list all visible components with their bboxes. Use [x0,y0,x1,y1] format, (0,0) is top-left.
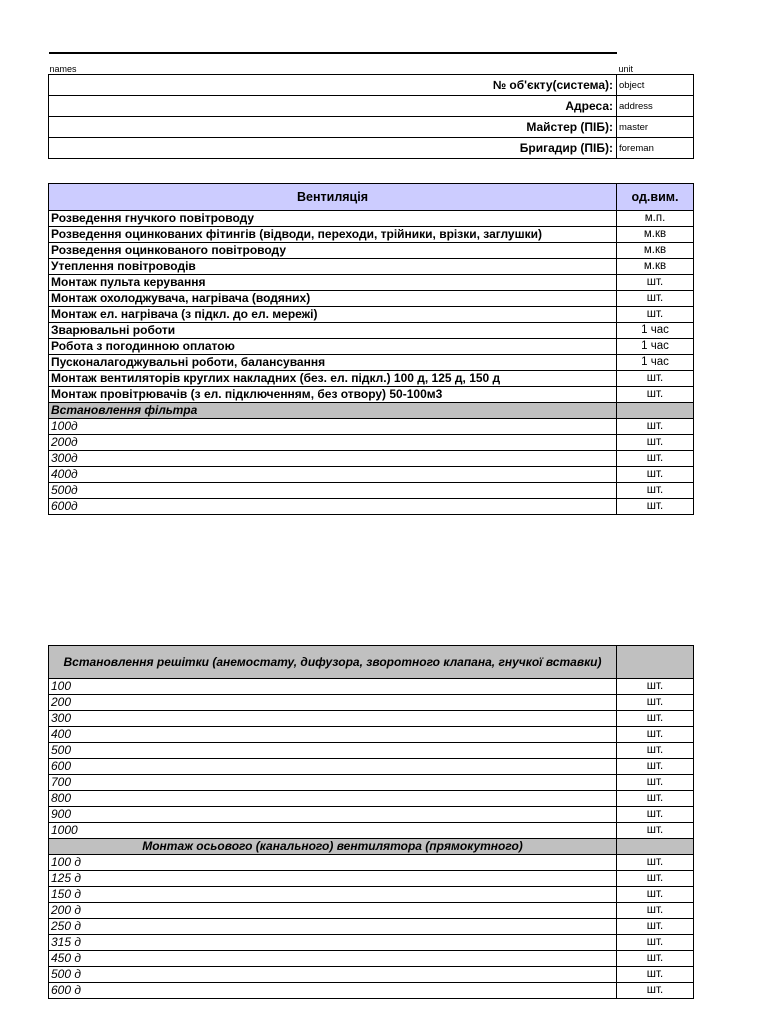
item-name: 100 д [49,855,617,871]
item-name: 200д [49,435,617,451]
item-name: 800 [49,791,617,807]
item-name: 600 д [49,983,617,999]
header-row-foreman [49,138,694,159]
table-row [49,919,694,935]
item-name: 200 [49,695,617,711]
table-row [49,467,694,483]
object-value[interactable]: object [617,75,694,96]
unit-column-header: од.вим. [617,184,694,211]
table-row [49,967,694,983]
item-unit: шт. [617,679,694,695]
table-row [49,759,694,775]
filter-section-row [49,403,694,419]
item-name: 400д [49,467,617,483]
item-unit: шт. [617,711,694,727]
item-name: Робота з погодинною оплатою [49,339,617,355]
table-row [49,323,694,339]
item-unit: шт. [617,855,694,871]
item-unit: шт. [617,467,694,483]
item-unit: 1 час [617,355,694,371]
item-name: 150 д [49,887,617,903]
table-row [49,387,694,403]
item-name: Монтаж провітрювачів (з ел. підключенням, без отвору) 50-100м3 [49,387,617,403]
item-unit: шт. [617,967,694,983]
item-name: Монтаж вентиляторів круглих накладних (без. ел. підкл.) 100 д, 125 д, 150 д [49,371,617,387]
table-row [49,935,694,951]
table-row [49,227,694,243]
table-row [49,307,694,323]
item-unit: 1 час [617,323,694,339]
master-value[interactable]: master [617,117,694,138]
table-row [49,855,694,871]
table-row [49,743,694,759]
object-label: № об'єкту(система): [49,75,617,96]
table-row [49,903,694,919]
header-row-master [49,117,694,138]
header-row-object [49,75,694,96]
item-name: Розведення оцинкованого повітроводу [49,243,617,259]
item-name: Монтаж осьового (канального) вентилятора (прямокутного) [49,839,617,855]
ventilation-title: Вентиляція [49,184,617,211]
table-row [49,259,694,275]
item-name: 500 [49,743,617,759]
item-unit: шт. [617,483,694,499]
table-row [49,371,694,387]
item-unit: шт. [617,759,694,775]
master-label: Майстер (ПІБ): [49,117,617,138]
table-row [49,211,694,227]
item-unit: шт. [617,951,694,967]
unit-label: unit [618,64,634,74]
item-name: Монтаж пульта керування [49,275,617,291]
item-name: 900 [49,807,617,823]
item-unit: шт. [617,791,694,807]
ventilation-header-row [49,184,694,211]
item-name: 400 [49,727,617,743]
item-name: 250 д [49,919,617,935]
table-row [49,451,694,467]
item-name: 600д [49,499,617,515]
item-name: Розведення оцинкованих фітингів (відводи, переходи, трійники, врізки, заглушки) [49,227,617,243]
item-unit: шт. [617,775,694,791]
table-row [49,435,694,451]
item-unit: шт. [617,435,694,451]
ventilation-table [48,183,694,515]
item-unit [617,403,694,419]
item-unit: шт. [617,983,694,999]
item-unit: шт. [617,903,694,919]
item-name: Розведення гнучкого повітроводу [49,211,617,227]
table-row [49,355,694,371]
item-unit: шт. [617,499,694,515]
table-row [49,871,694,887]
item-unit: шт. [617,419,694,435]
item-name: 500 д [49,967,617,983]
names-label: names [49,53,617,75]
table-row [49,807,694,823]
item-name: 315 д [49,935,617,951]
grate-table [48,645,694,999]
item-unit: шт. [617,291,694,307]
item-name: Зварювальні роботи [49,323,617,339]
item-unit: шт. [617,451,694,467]
fan-section-row [49,839,694,855]
table-row [49,483,694,499]
foreman-value[interactable]: foreman [617,138,694,159]
item-name: 100д [49,419,617,435]
item-unit [617,839,694,855]
item-name: Утеплення повітроводів [49,259,617,275]
item-unit: шт. [617,727,694,743]
header-row-address [49,96,694,117]
table-row [49,711,694,727]
table-row [49,823,694,839]
item-name: Встановлення фільтра [49,403,617,419]
item-name: 500д [49,483,617,499]
item-name: 700 [49,775,617,791]
header-names-row [49,53,694,75]
item-name: 200 д [49,903,617,919]
item-name: Пусконалагоджувальні роботи, балансування [49,355,617,371]
table-row [49,275,694,291]
table-row [49,339,694,355]
grate-section-unit [617,646,694,679]
table-row [49,775,694,791]
table-row [49,291,694,307]
item-unit: шт. [617,919,694,935]
item-unit: м.кв [617,243,694,259]
item-unit: м.кв [617,259,694,275]
table-row [49,243,694,259]
item-unit: м.кв [617,227,694,243]
item-unit: шт. [617,807,694,823]
table-row [49,887,694,903]
table-row [49,695,694,711]
table-row [49,791,694,807]
table-row [49,951,694,967]
table-row [49,499,694,515]
grate-section-title: Встановлення решітки (анемостату, дифузора, зворотного клапана, гнучкої вставки) [49,646,617,679]
item-unit: шт. [617,695,694,711]
item-name: Монтаж охолоджувача, нагрівача (водяних) [49,291,617,307]
item-name: 600 [49,759,617,775]
table-row [49,727,694,743]
item-unit: шт. [617,871,694,887]
item-unit: шт. [617,823,694,839]
address-label: Адреса: [49,96,617,117]
item-unit: шт. [617,935,694,951]
item-unit: шт. [617,275,694,291]
item-name: 100 [49,679,617,695]
item-name: 300 [49,711,617,727]
item-name: 300д [49,451,617,467]
item-unit: шт. [617,371,694,387]
item-unit: шт. [617,387,694,403]
item-name: 1000 [49,823,617,839]
item-unit: м.п. [617,211,694,227]
address-value[interactable]: address [617,96,694,117]
foreman-label: Бригадир (ПІБ): [49,138,617,159]
table-row [49,419,694,435]
item-name: 450 д [49,951,617,967]
header-table [48,52,694,159]
item-unit: 1 час [617,339,694,355]
item-name: 125 д [49,871,617,887]
grate-section-row [49,646,694,679]
table-row [49,983,694,999]
table-row [49,679,694,695]
item-unit: шт. [617,887,694,903]
item-unit: шт. [617,743,694,759]
item-unit: шт. [617,307,694,323]
item-name: Монтаж ел. нагрівача (з підкл. до ел. мережі) [49,307,617,323]
